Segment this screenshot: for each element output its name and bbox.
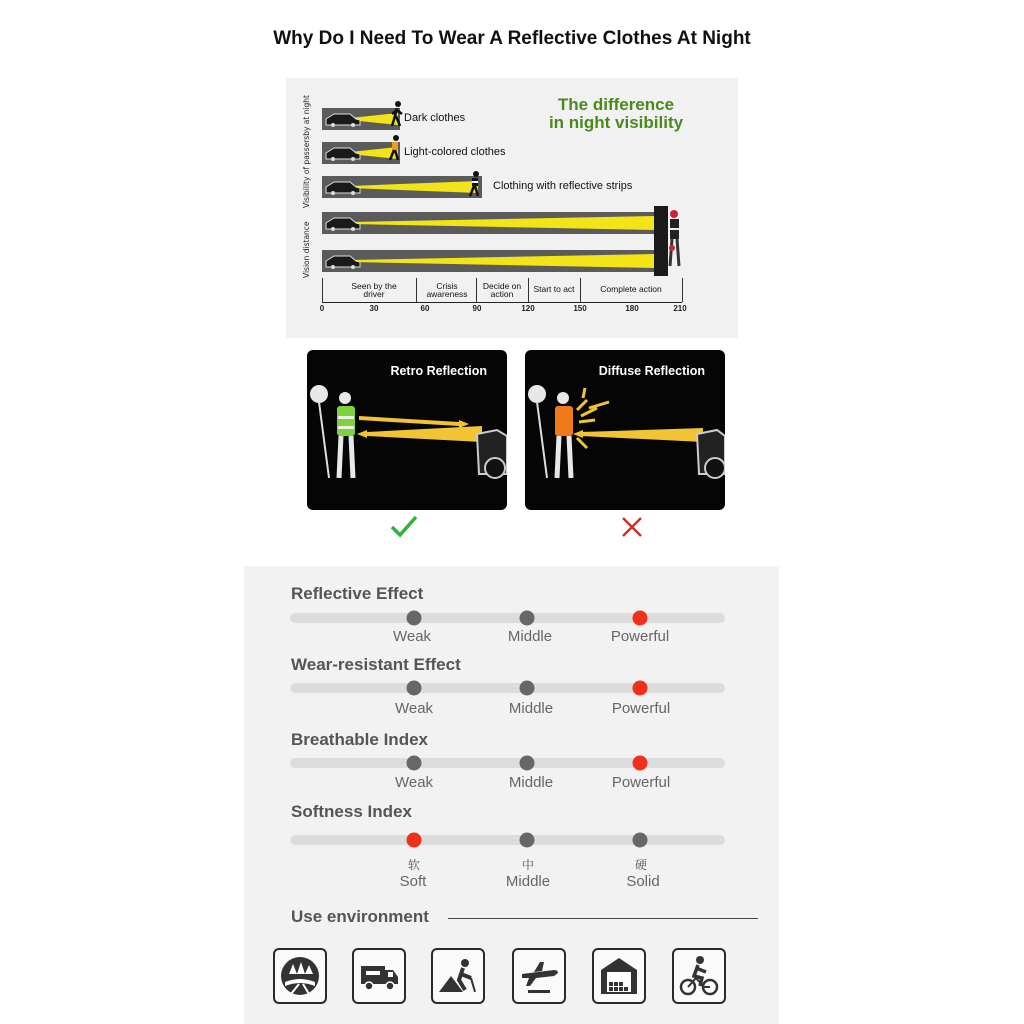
tick-label: 210 [673,304,687,313]
metric-title-softness: Softness Index [291,802,412,821]
tick-label: 60 [420,304,430,313]
car-icon [324,253,362,269]
use-environment-title: Use environment [291,907,429,926]
phase-seen-by-driver [342,282,406,298]
phase-start-to-act [530,285,578,293]
rating-track-reflective [290,613,725,623]
diffuse-reflection-illustration [525,350,725,510]
diagram-heading-line1: The difference [557,95,675,114]
tick-label: 90 [472,304,482,313]
diagram-heading-line2: in night visibility [548,113,684,132]
road-reflective-strips [322,176,482,198]
phase-line: action [490,289,514,299]
diffuse-reflection-title: Diffuse Reflection [598,364,705,378]
level-label: Powerful [610,628,670,645]
level-label: Weak [394,774,434,791]
phase-crisis-awareness [420,282,474,298]
diagram-heading [536,96,696,132]
road-vision-distance-2 [322,250,656,272]
level-label: Powerful [611,774,671,791]
scale-divider [682,278,683,302]
rating-dot-powerful [633,611,648,626]
rating-dot-weak [407,611,422,626]
warehouse-icon [592,948,646,1004]
road-dark-clothes [322,108,400,130]
car-icon [324,179,362,195]
airplane-icon [512,948,566,1004]
scale-divider [322,278,323,302]
tick-label: 0 [319,304,325,313]
scale-divider [416,278,417,302]
check-icon [389,512,419,542]
use-environment-divider [448,918,758,919]
headlight-beam [350,180,478,194]
rating-track-wear-resistant [290,683,725,693]
cyclist-icon [672,948,726,1004]
ratings-panel [244,566,779,1024]
y-axis-label-distance: Vision distance [302,221,311,278]
rating-dot-middle [520,756,535,771]
level-label: Middle [508,774,554,791]
metric-title-reflective: Reflective Effect [291,584,424,603]
rating-dot-middle [520,833,535,848]
row-label-dark: Dark clothes [404,112,466,124]
tick-label: 180 [625,304,639,313]
phase-line: driver [363,289,385,299]
level-label: Middle [505,873,551,890]
retro-reflection-illustration [307,350,507,510]
car-icon [324,145,362,161]
headlight-beam [350,216,654,230]
rating-dot-middle [520,611,535,626]
level-label-cn: 硬 [634,858,648,872]
rating-dot-soft [407,833,422,848]
retro-reflection-title: Retro Reflection [390,364,487,378]
phase-line: awareness [426,289,468,299]
scale-divider [476,278,477,302]
scale-divider [580,278,581,302]
row-label-light: Light-colored clothes [404,146,506,158]
phase-complete-action [586,285,676,293]
metric-title-breathable: Breathable Index [291,730,428,749]
level-label: Weak [392,628,432,645]
scale-divider [528,278,529,302]
diffuse-reflection-panel [525,350,725,510]
rating-dot-middle [520,681,535,696]
level-label: Powerful [611,700,671,717]
rating-dot-weak [407,756,422,771]
phase-line: Start to act [533,284,575,294]
row-label-reflective: Clothing with reflective strips [493,180,633,192]
headlight-beam [350,254,654,268]
rating-dot-solid [633,833,648,848]
roadside-pedestrians-icon [654,206,684,276]
level-label: Solid [626,873,660,890]
phase-line: Decide on [482,281,522,291]
rating-dot-powerful [633,681,648,696]
rating-track-softness [290,835,725,845]
car-icon [324,215,362,231]
level-label: Soft [399,873,427,890]
pedestrian-light-icon [388,134,402,162]
level-label: Weak [394,700,434,717]
level-label: Middle [508,700,554,717]
pedestrian-reflective-icon [468,170,482,198]
y-axis-label-visibility: Visibility of passersby at night [302,94,311,208]
tick-label: 150 [573,304,587,313]
level-label-cn: 中 [521,858,535,872]
phase-line: Seen by the [351,281,397,291]
phase-line: Crisis [436,281,458,291]
construction-worker-icon [431,948,485,1004]
metric-title-wear-resistant: Wear-resistant Effect [291,655,461,674]
rating-dot-powerful [633,756,648,771]
visibility-diagram [286,78,738,338]
road-vision-distance-1 [322,212,656,234]
retro-reflection-panel [307,350,507,510]
tick-label: 120 [521,304,535,313]
tick-label: 30 [369,304,379,313]
phase-decide-on-action [478,282,526,298]
pedestrian-dark-icon [390,100,404,128]
car-icon [324,111,362,127]
level-label: Middle [507,628,553,645]
rating-track-breathable [290,758,725,768]
scale-baseline [322,302,682,303]
rating-dot-weak [407,681,422,696]
cross-icon [617,512,647,542]
page-title: Why Do I Need To Wear A Reflective Clothes At Night [273,28,751,49]
truck-icon [352,948,406,1004]
forest-road-icon [273,948,327,1004]
level-label-cn: 软 [407,858,421,872]
phase-line: Complete action [600,284,662,294]
